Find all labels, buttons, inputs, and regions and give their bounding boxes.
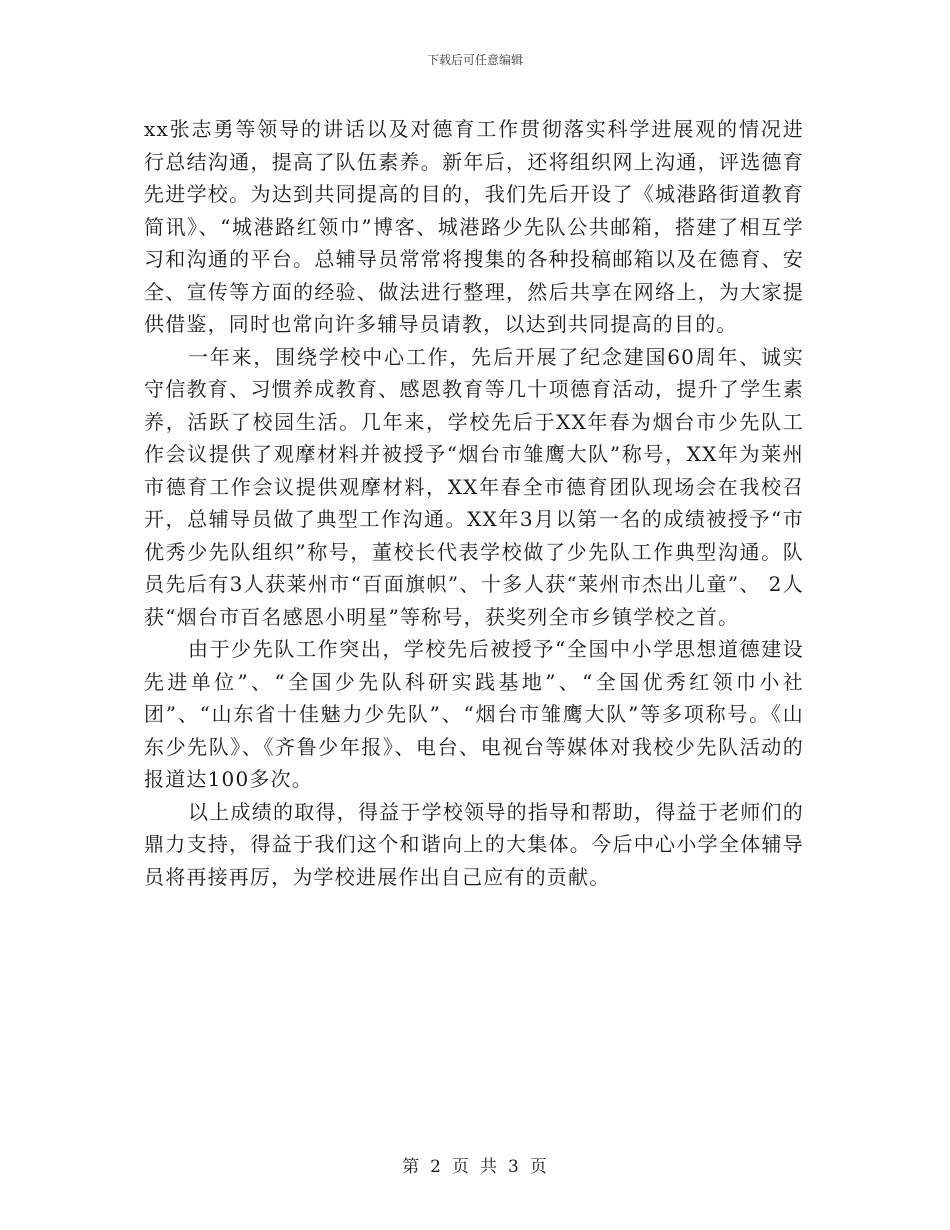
footer-prefix: 第: [402, 1157, 421, 1177]
footer-total-pages: 3: [508, 1157, 520, 1177]
page-number-footer: [0, 1156, 950, 1178]
footer-current-page: 2: [430, 1157, 442, 1177]
paragraph-2: 一年来，围绕学校中心工作，先后开展了纪念建国60周年、诚实守信教育、习惯养成教育、感恩教育等几十项德育活动，提升了学生素养，活跃了校园生活。几年来，学校先后于XX年春为烟台市少先队工作会议提供了观摩材料并被授予“烟台市雏鹰大队”称号，XX年为莱州市德育工作会议提供观摩材料，XX年春全市德育团队现场会在我校召开，总辅导员做了典型工作沟通。XX年3月以第一名的成绩被授予“市优秀少先队组织”称号，董校长代表学校做了少先队工作典型沟通。队员先后有3人获莱州市“百面旗帜”、十多人获“莱州市杰出儿童”、 2人获“烟台市百名感恩小明星”等称号，获奖列全市乡镇学校之首。: [144, 344, 804, 629]
page-header-note: 下载后可任意编辑: [426, 53, 523, 67]
footer-total-word: 共: [480, 1157, 498, 1177]
paragraph-1: xx张志勇等领导的讲话以及对德育工作贯彻落实科学进展观的情况进行总结沟通，提高了队伍素养。新年后，还将组织网上沟通，评选德育先进学校。为达到共同提高的目的，我们先后开设了《城港路街道教育简讯》、“城港路红领巾”博客、城港路少先队公共邮箱，搭建了相互学习和沟通的平台。总辅导员常常将搜集的各种投稿邮箱以及在德育、安全、宣传等方面的经验、做法进行整理，然后共享在网络上，为大家提供借鉴，同时也常向许多辅导员请教，以达到共同提高的目的。: [144, 117, 804, 336]
footer-page-word: 页: [452, 1157, 470, 1177]
paragraph-4: 以上成绩的取得，得益于学校领导的指导和帮助，得益于老师们的鼎力支持，得益于我们这个和谐向上的大集体。今后中心小学全体辅导员将再接再厉，为学校进展作出自己应有的贡献。: [144, 799, 804, 889]
footer-suffix: 页: [529, 1157, 548, 1177]
document-body: [144, 113, 804, 893]
paragraph-3: 由于少先队工作突出，学校先后被授予“全国中小学思想道德建设先进单位”、“全国少先队科研实践基地”、“全国优秀红领巾小社团”、“山东省十佳魅力少先队”、“烟台市雏鹰大队”等多项称号。《山东少先队》、《齐鲁少年报》、电台、电视台等媒体对我校少先队活动的报道达100多次。: [144, 637, 804, 791]
